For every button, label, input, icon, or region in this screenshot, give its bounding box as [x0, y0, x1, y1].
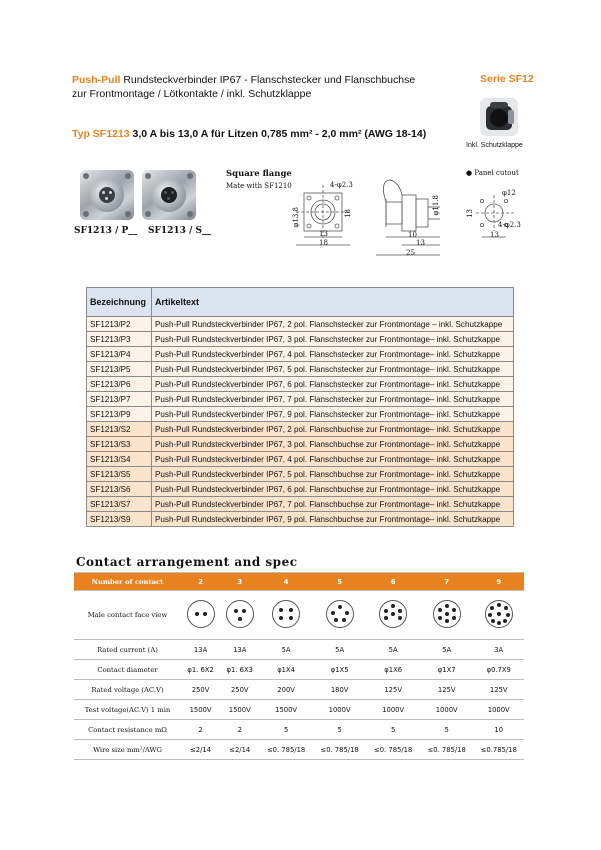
contact-count-cell: 4: [259, 573, 313, 591]
contact-pin: [195, 612, 199, 616]
contact-pin: [488, 613, 492, 617]
spec-row: [74, 591, 524, 640]
contact-pin: [504, 606, 508, 610]
contact-face-cell: [420, 591, 474, 640]
contact-pin: [445, 612, 449, 616]
spec-value: 125V: [473, 680, 524, 700]
spec-row-label: Rated voltage (AC.V): [74, 680, 181, 700]
contact-face-cell: [473, 591, 524, 640]
article-code: SF1213/P6: [87, 377, 152, 392]
spec-value: 13A: [220, 640, 259, 660]
contact-pin: [279, 616, 283, 620]
series-label: Serie SF12: [480, 73, 534, 85]
spec-value: ≤0. 785/18: [420, 740, 474, 760]
contact-pin: [384, 616, 388, 620]
table-row: [87, 452, 514, 467]
contact-pin: [238, 617, 242, 621]
contact-pin: [497, 603, 501, 607]
drawing-mate: Mate with SF1210: [226, 182, 292, 190]
contact-count-cell: 2: [181, 573, 220, 591]
article-code: SF1213/S2: [87, 422, 152, 437]
type-code: Typ SF1213: [72, 128, 130, 140]
spec-value: 3A: [473, 640, 524, 660]
article-text: Push-Pull Rundsteckverbinder IP67, 7 pol. Flanschstecker zur Frontmontage– inkl. Schutzkappe: [152, 392, 514, 407]
spec-value: 5A: [366, 640, 420, 660]
type-description: 3,0 A bis 13,0 A für Litzen 0,785 mm² - 2,0 mm² (AWG 18-14): [132, 128, 427, 140]
spec-value: 1000V: [313, 700, 367, 720]
table-row: [87, 512, 514, 527]
technical-drawing: [226, 169, 526, 264]
article-code: SF1213/P5: [87, 362, 152, 377]
contact-face-cell: [220, 591, 259, 640]
spec-value: ≤0. 785/18: [259, 740, 313, 760]
article-text: Push-Pull Rundsteckverbinder IP67, 9 pol. Flanschbuchse zur Frontmontage– inkl. Schutzkappe: [152, 512, 514, 527]
spec-value: 1000V: [420, 700, 474, 720]
protective-cap-image: [478, 96, 520, 138]
article-text: Push-Pull Rundsteckverbinder IP67, 3 pol. Flanschbuchse zur Frontmontage– inkl. Schutzkappe: [152, 437, 514, 452]
spec-value: 10: [473, 720, 524, 740]
dim-cutout-width: 13: [490, 231, 499, 239]
spec-table: [74, 572, 524, 760]
contact-pin: [203, 612, 207, 616]
document-header: [72, 73, 415, 101]
contact-pin: [438, 608, 442, 612]
article-code: SF1213/P9: [87, 407, 152, 422]
spec-row: [74, 700, 524, 720]
dim-length-25: 25: [406, 249, 415, 257]
table-row: [87, 407, 514, 422]
table-row: [87, 437, 514, 452]
contact-count-cell: 3: [220, 573, 259, 591]
socket-caption: SF1213 / S__: [148, 226, 211, 236]
dim-length-10: 10: [408, 231, 417, 239]
spec-row-label: Contact resistance mΩ: [74, 720, 181, 740]
article-text: Push-Pull Rundsteckverbinder IP67, 7 pol. Flanschbuchse zur Frontmontage– inkl. Schutzkappe: [152, 497, 514, 512]
contact-pin: [452, 608, 456, 612]
header-title-line2: zur Frontmontage / Lötkontakte / inkl. Schutzklappe: [72, 88, 312, 100]
spec-value: 1500V: [259, 700, 313, 720]
article-code: SF1213/P2: [87, 317, 152, 332]
contact-pin: [445, 619, 449, 623]
contact-count-cell: 5: [313, 573, 367, 591]
dim-cutout-height: 13: [466, 209, 474, 218]
table-row: [87, 467, 514, 482]
spec-value: 1500V: [181, 700, 220, 720]
spec-value: ≤0. 785/18: [313, 740, 367, 760]
spec-row: [74, 740, 524, 760]
spec-value: 13A: [181, 640, 220, 660]
spec-header-label: Number of contact: [74, 573, 181, 591]
spec-value: φ0.7X9: [473, 660, 524, 680]
contact-pin: [289, 608, 293, 612]
article-text: Push-Pull Rundsteckverbinder IP67, 4 pol. Flanschstecker zur Frontmontage– inkl. Schutzkappe: [152, 347, 514, 362]
dim-height: 18: [344, 209, 352, 218]
table-row: [87, 497, 514, 512]
spec-row-label: Contact diameter: [74, 660, 181, 680]
article-code: SF1213/P4: [87, 347, 152, 362]
plug-image: [80, 170, 134, 220]
article-text: Push-Pull Rundsteckverbinder IP67, 4 pol. Flanschbuchse zur Frontmontage– inkl. Schutzkappe: [152, 452, 514, 467]
contact-pin: [342, 618, 346, 622]
contact-pin: [384, 609, 388, 613]
spec-row: [74, 660, 524, 680]
spec-row-label: Wire size mm²/AWG: [74, 740, 181, 760]
contact-face-cell: [259, 591, 313, 640]
spec-value: φ1X5: [313, 660, 367, 680]
contact-count-cell: 6: [366, 573, 420, 591]
spec-value: 2: [181, 720, 220, 740]
spec-value: 5A: [420, 640, 474, 660]
drawing-title: Square flange: [226, 169, 292, 179]
contact-count-cell: 9: [473, 573, 524, 591]
article-text: Push-Pull Rundsteckverbinder IP67, 6 pol. Flanschbuchse zur Frontmontage– inkl. Schutzkappe: [152, 482, 514, 497]
contact-pin: [391, 604, 395, 608]
contact-pin: [391, 612, 395, 616]
table-row: [87, 392, 514, 407]
spec-value: 125V: [420, 680, 474, 700]
spec-section-title: Contact arrangement and spec: [76, 555, 298, 569]
contact-pin: [234, 609, 238, 613]
contact-face-icon: [326, 600, 354, 628]
article-text: Push-Pull Rundsteckverbinder IP67, 9 pol. Flanschstecker zur Frontmontage– inkl. Schutzkappe: [152, 407, 514, 422]
spec-value: ≤2/14: [220, 740, 259, 760]
spec-value: 5A: [313, 640, 367, 660]
spec-row: [74, 640, 524, 660]
contact-pin: [345, 611, 349, 615]
spec-value: φ1. 6X2: [181, 660, 220, 680]
plug-caption: SF1213 / P__: [74, 226, 138, 236]
spec-value: 5: [259, 720, 313, 740]
contact-pin: [497, 612, 501, 616]
spec-value: 5: [420, 720, 474, 740]
article-code: SF1213/S6: [87, 482, 152, 497]
socket-image: [142, 170, 196, 220]
dim-cutout-diameter: φ12: [502, 189, 516, 197]
article-text: Push-Pull Rundsteckverbinder IP67, 6 pol. Flanschstecker zur Frontmontage– inkl. Schutzkappe: [152, 377, 514, 392]
brand-name: Push-Pull: [72, 74, 121, 86]
contact-face-icon: [485, 600, 513, 628]
contact-face-icon: [379, 600, 407, 628]
article-text: Push-Pull Rundsteckverbinder IP67, 2 pol. Flanschbuchse zur Frontmontage– inkl. Schutzkappe: [152, 422, 514, 437]
dim-cutout-holes: 4-φ2.3: [498, 221, 521, 229]
contact-face-cell: [181, 591, 220, 640]
contact-pin: [398, 609, 402, 613]
dim-diameter-side: φ11.8: [432, 195, 440, 216]
face-view-label: Male contact face view: [74, 591, 181, 640]
spec-value: 250V: [181, 680, 220, 700]
contact-face-icon: [187, 600, 215, 628]
contact-pin: [503, 619, 507, 623]
article-code: SF1213/P3: [87, 332, 152, 347]
dim-width: 18: [319, 239, 328, 247]
contact-pin: [506, 613, 510, 617]
table-row: [87, 317, 514, 332]
contact-pin: [334, 618, 338, 622]
dim-length-13: 13: [416, 239, 425, 247]
spec-value: 5: [313, 720, 367, 740]
contact-pin: [445, 604, 449, 608]
article-code: SF1213/S7: [87, 497, 152, 512]
table-row: [87, 422, 514, 437]
table-row: [87, 362, 514, 377]
spec-value: φ1. 6X3: [220, 660, 259, 680]
contact-pin: [497, 621, 501, 625]
article-text: Push-Pull Rundsteckverbinder IP67, 2 pol. Flanschstecker zur Frontmontage – inkl. Schutzkappe: [152, 317, 514, 332]
header-title-line1: Rundsteckverbinder IP67 - Flanschstecker und Flanschbuchse: [123, 74, 416, 86]
table-row: [87, 377, 514, 392]
contact-face-icon: [433, 600, 461, 628]
article-table: [86, 287, 514, 527]
spec-value: 125V: [366, 680, 420, 700]
table-row: [87, 482, 514, 497]
contact-pin: [279, 608, 283, 612]
article-text: Push-Pull Rundsteckverbinder IP67, 5 pol. Flanschstecker zur Frontmontage– inkl. Schutzkappe: [152, 362, 514, 377]
contact-face-icon: [226, 600, 254, 628]
spec-value: 2: [220, 720, 259, 740]
spec-value: φ1X4: [259, 660, 313, 680]
article-code: SF1213/P7: [87, 392, 152, 407]
col-header-article-text: Artikeltext: [152, 288, 514, 317]
contact-face-cell: [366, 591, 420, 640]
contact-face-cell: [313, 591, 367, 640]
contact-pin: [242, 609, 246, 613]
spec-value: 1500V: [220, 700, 259, 720]
contact-pin: [452, 616, 456, 620]
contact-count-cell: 7: [420, 573, 474, 591]
spec-value: 5: [366, 720, 420, 740]
dim-inner: 13: [319, 230, 328, 238]
article-code: SF1213/S5: [87, 467, 152, 482]
spec-value: ≤2/14: [181, 740, 220, 760]
panel-cutout-label: ● Panel cutout: [466, 169, 519, 177]
contact-pin: [438, 616, 442, 620]
spec-value: 5A: [259, 640, 313, 660]
spec-value: 180V: [313, 680, 367, 700]
spec-row: [74, 680, 524, 700]
article-text: Push-Pull Rundsteckverbinder IP67, 3 pol. Flanschstecker zur Frontmontage– inkl. Schutzkappe: [152, 332, 514, 347]
col-header-designation: Bezeichnung: [87, 288, 152, 317]
spec-row-label: Test voltage(AC.V) 1 min: [74, 700, 181, 720]
spec-value: 250V: [220, 680, 259, 700]
contact-pin: [490, 606, 494, 610]
article-code: SF1213/S4: [87, 452, 152, 467]
contact-pin: [491, 619, 495, 623]
contact-face-icon: [272, 600, 300, 628]
spec-row: [74, 720, 524, 740]
dim-diameter: φ13.8: [292, 207, 300, 228]
spec-value: 200V: [259, 680, 313, 700]
contact-pin: [289, 616, 293, 620]
contact-pin: [398, 616, 402, 620]
spec-row: [74, 573, 524, 591]
cap-note: Inkl. Schutzklappe: [466, 142, 523, 149]
article-text: Push-Pull Rundsteckverbinder IP67, 5 pol. Flanschbuchse zur Frontmontage– inkl. Schutzkappe: [152, 467, 514, 482]
spec-value: 1000V: [366, 700, 420, 720]
table-row: [87, 332, 514, 347]
spec-value: ≤0.785/18: [473, 740, 524, 760]
article-code: SF1213/S3: [87, 437, 152, 452]
table-row: [87, 347, 514, 362]
dim-hole: 4-φ2.3: [330, 181, 353, 189]
spec-row-label: Rated current (A): [74, 640, 181, 660]
spec-value: φ1X6: [366, 660, 420, 680]
article-code: SF1213/S9: [87, 512, 152, 527]
type-line: [72, 128, 426, 140]
contact-pin: [331, 611, 335, 615]
spec-value: ≤0. 785/18: [366, 740, 420, 760]
spec-value: 1000V: [473, 700, 524, 720]
spec-value: φ1X7: [420, 660, 474, 680]
contact-pin: [338, 605, 342, 609]
